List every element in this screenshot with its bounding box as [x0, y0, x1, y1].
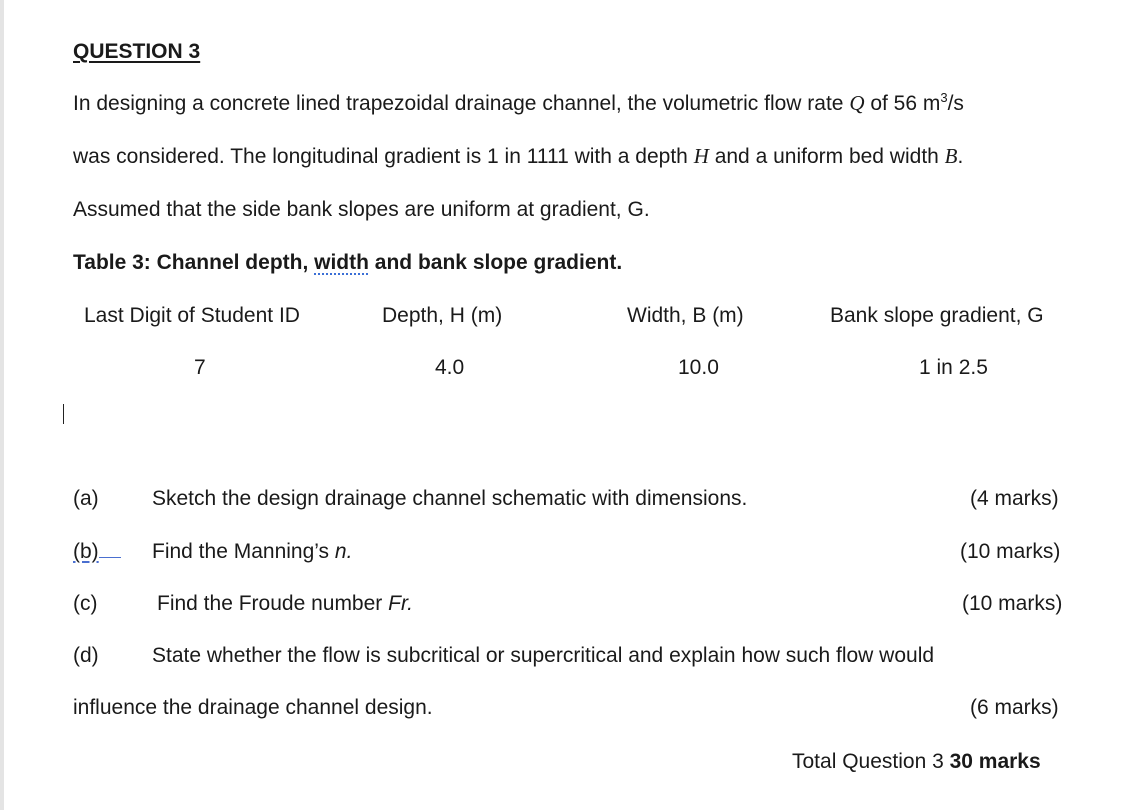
table-cell-depth: 4.0	[435, 356, 465, 379]
symbol-b: B	[944, 144, 958, 168]
intro-text: of 56 m	[864, 92, 941, 115]
symbol-q: Q	[849, 91, 865, 115]
question-d-text-line-1: State whether the flow is subcritical or supercritical and explain how such flow would	[152, 644, 935, 667]
question-a-text: Sketch the design drainage channel schematic with dimensions.	[152, 487, 748, 510]
question-b-marks: (10 marks)	[960, 540, 1061, 563]
intro-line-1	[73, 90, 964, 115]
table-header-depth: Depth, H (m)	[382, 304, 503, 327]
table-cell-student-id: 7	[194, 356, 206, 379]
question-title: QUESTION 3	[73, 40, 201, 63]
caption-text: Table 3: Channel depth,	[73, 251, 315, 274]
question-a-marks: (4 marks)	[970, 487, 1059, 510]
caption-text: and bank slope gradient.	[368, 251, 623, 274]
intro-text: /s	[947, 92, 964, 115]
table-header-student-id: Last Digit of Student ID	[84, 304, 300, 327]
intro-text: and a uniform bed width	[708, 145, 945, 168]
intro-text: .	[957, 145, 964, 168]
table-cell-bank-slope: 1 in 2.5	[919, 356, 988, 379]
table-cell-width: 10.0	[678, 356, 719, 379]
question-a-label: (a)	[73, 487, 99, 510]
question-d-marks: (6 marks)	[970, 696, 1059, 719]
spellcheck-word[interactable]: width	[314, 251, 369, 274]
table-caption	[73, 252, 622, 273]
page-edge	[0, 0, 4, 810]
question-c-text	[157, 593, 413, 614]
question-c-marks: (10 marks)	[962, 592, 1063, 615]
tracked-change-mark	[99, 547, 121, 558]
superscript: 3	[940, 90, 948, 105]
intro-text: In designing a concrete lined trapezoidal drainage channel, the volumetric flow rate	[73, 92, 850, 115]
total-value: 30 marks	[949, 750, 1041, 773]
intro-line-2	[73, 146, 963, 167]
manning-n-symbol: n.	[334, 540, 353, 563]
table-header-bank-slope: Bank slope gradient, G	[830, 304, 1044, 327]
intro-line-3: Assumed that the side bank slopes are uniform at gradient, G.	[73, 198, 650, 221]
question-b-label-wrap	[73, 541, 121, 562]
question-c-text-main: Find the Froude number	[157, 592, 389, 615]
symbol-h: H	[693, 144, 709, 168]
text-cursor	[63, 404, 64, 424]
intro-text: was considered. The longitudinal gradient is 1 in 1111 with a depth	[73, 145, 694, 168]
question-c-label: (c)	[73, 592, 98, 615]
question-d-label: (d)	[73, 644, 99, 667]
total-label: Total Question 3	[792, 750, 950, 773]
table-header-width: Width, B (m)	[627, 304, 744, 327]
froude-symbol: Fr.	[388, 592, 414, 615]
question-d-text-line-2: influence the drainage channel design.	[73, 696, 433, 719]
question-b-text	[152, 541, 352, 562]
total-marks	[792, 751, 1041, 772]
question-b-text-main: Find the Manning’s	[152, 540, 335, 563]
question-b-label: (b)	[73, 540, 99, 563]
